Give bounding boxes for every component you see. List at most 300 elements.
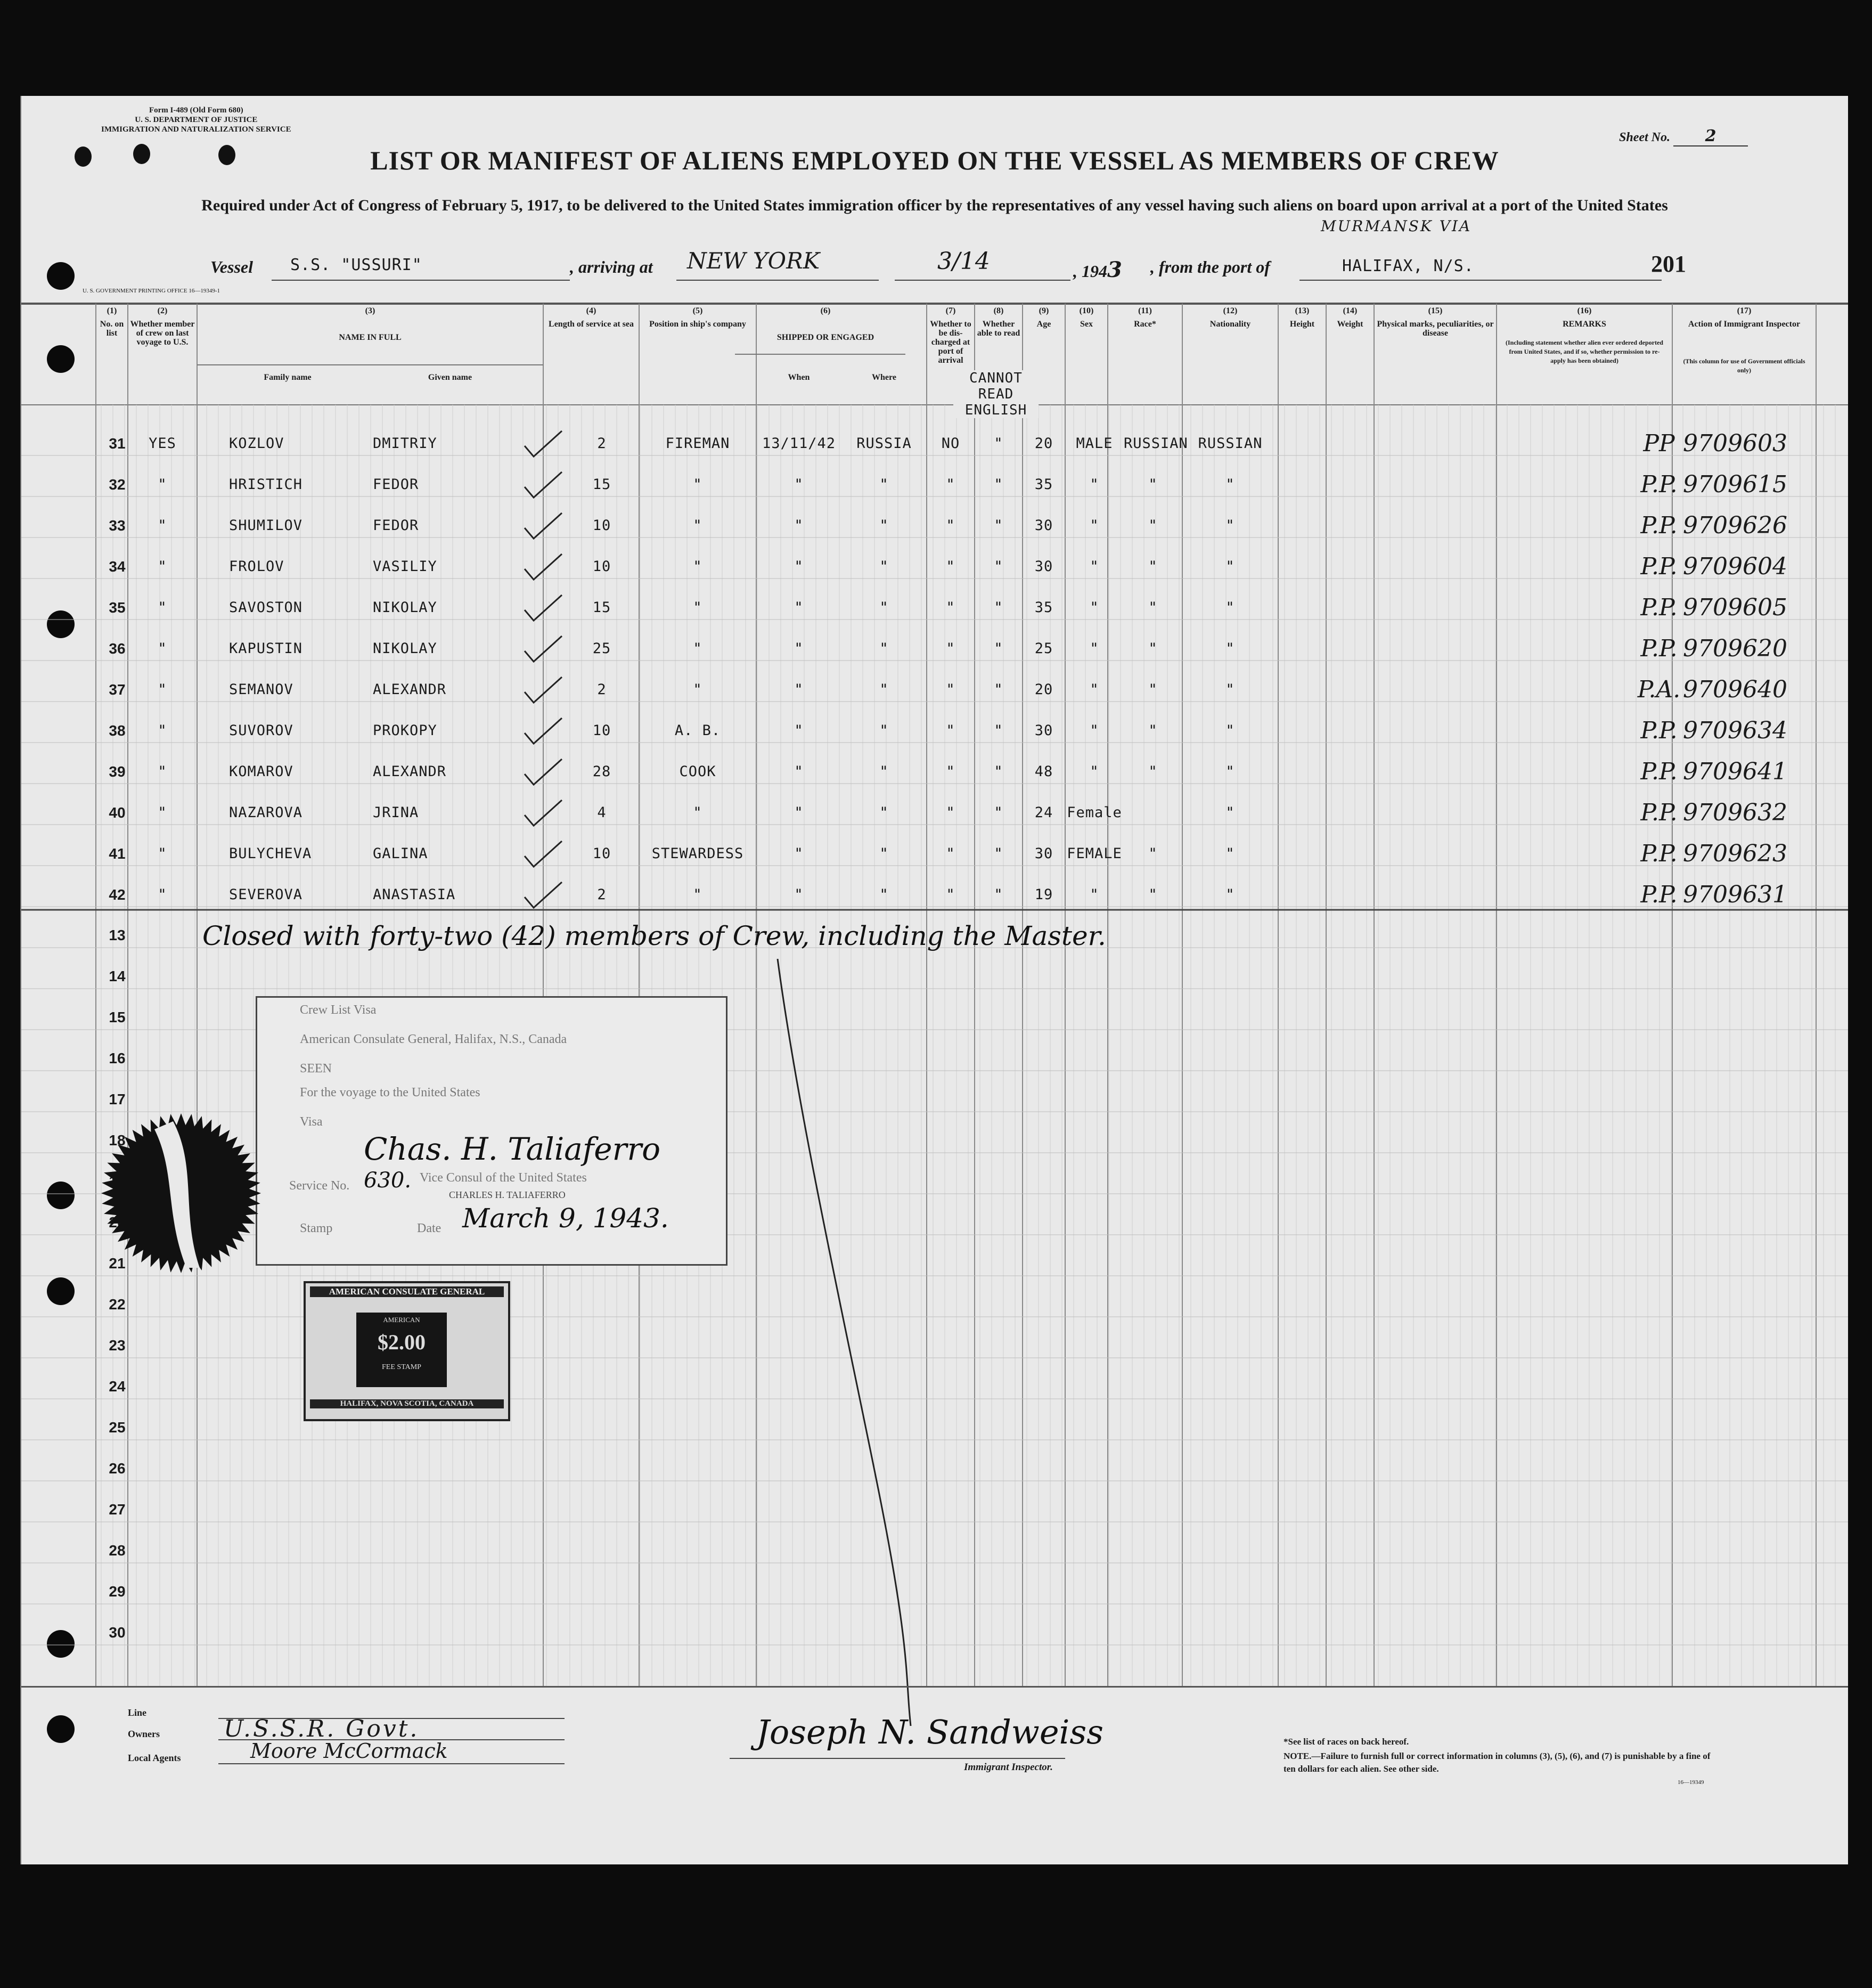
cell-where: " — [879, 681, 889, 698]
cell-action: 9709641 — [1683, 758, 1787, 785]
cell-position: " — [693, 640, 702, 657]
embossed-seal-icon — [96, 1108, 266, 1278]
stamp-line-4: For the voyage to the United States — [300, 1086, 480, 1099]
vessel-label: Vessel — [210, 257, 253, 276]
cell-family: SUVOROV — [229, 722, 293, 739]
cell-no: 32 — [109, 476, 126, 493]
empty-row-number: 23 — [109, 1337, 126, 1354]
cell-discharged: " — [946, 476, 955, 493]
cell-no: 33 — [109, 517, 126, 534]
cell-sex: " — [1090, 722, 1099, 739]
cell-discharged: " — [946, 681, 955, 698]
cell-no: 34 — [109, 558, 126, 575]
cell-read: " — [994, 886, 1003, 903]
cell-given: NIKOLAY — [373, 640, 437, 657]
cell-family: BULYCHEVA — [229, 845, 312, 862]
cell-nationality: " — [1225, 722, 1235, 739]
cell-given: VASILIY — [373, 558, 437, 575]
from-port-label: , from the port of — [1150, 257, 1270, 276]
cell-when: " — [794, 845, 804, 862]
stamp-line-1: Crew List Visa — [300, 1003, 377, 1017]
cell-age: 35 — [1034, 476, 1053, 493]
cell-last: " — [158, 640, 167, 657]
cell-race: " — [1148, 763, 1158, 780]
column-number: (6) — [820, 306, 831, 315]
cell-race: " — [1148, 722, 1158, 739]
cell-read: " — [994, 681, 1003, 698]
column-number: (5) — [692, 306, 703, 315]
cell-given: ALEXANDR — [373, 681, 447, 698]
cell-read: " — [994, 763, 1003, 780]
column-number: (11) — [1138, 306, 1152, 315]
cell-discharged: " — [946, 886, 955, 903]
page-subtitle: Required under Act of Congress of February 5, 1917, to be delivered to the United States immigration officer by the representatives of any vessel having such aliens on board upon arrival at a port of the United States — [201, 197, 1668, 214]
cell-nationality: " — [1225, 681, 1235, 698]
cell-family: NAZAROVA — [229, 804, 303, 821]
fee-stamp-footer: HALIFAX, NOVA SCOTIA, CANADA — [310, 1399, 504, 1408]
cell-action: 9709620 — [1683, 635, 1787, 662]
column-number: (10) — [1079, 306, 1094, 315]
cell-read: " — [994, 722, 1003, 739]
cannot-read-note: CANNOT READ ENGLISH — [953, 370, 1039, 418]
cell-when: " — [794, 722, 804, 739]
owners-value: U.S.S.R. Govt. — [224, 1715, 420, 1742]
column-header-c10: Sex — [1080, 320, 1093, 329]
arriving-label: , arriving at — [570, 257, 653, 276]
line-label: Line — [128, 1707, 147, 1718]
fee-stamp — [304, 1281, 510, 1421]
cell-discharged: " — [946, 640, 955, 657]
cell-family: KOMAROV — [229, 763, 293, 780]
cell-last: " — [158, 681, 167, 698]
cell-service: 2 — [597, 681, 607, 698]
stamp-line-3: SEEN — [300, 1062, 332, 1076]
note-label: NOTE. — [1284, 1751, 1312, 1761]
cell-discharged: " — [946, 517, 955, 534]
cell-last: " — [158, 558, 167, 575]
cell-pp: P.P. — [1640, 840, 1678, 867]
cell-sex: " — [1090, 558, 1099, 575]
cell-nationality: " — [1225, 640, 1235, 657]
column-number: (7) — [945, 306, 956, 315]
cell-action: 9709623 — [1683, 840, 1787, 867]
cell-sex: " — [1090, 681, 1099, 698]
manifest-sheet — [20, 96, 1848, 1864]
cell-service: 10 — [592, 722, 611, 739]
cell-nationality: " — [1225, 517, 1235, 534]
column-header-c11: Race* — [1134, 320, 1156, 329]
note-text: —Failure to furnish full or correct information in columns (3), (5), (6), and (7) is punishable by a fine of ten dollars for each alien. See other side. — [1284, 1751, 1711, 1774]
cell-position: " — [693, 599, 702, 616]
cell-discharged: " — [946, 845, 955, 862]
cell-where: " — [879, 517, 889, 534]
cell-where: " — [879, 804, 889, 821]
cell-age: 24 — [1034, 804, 1053, 821]
empty-row-number: 24 — [109, 1378, 126, 1395]
cell-no: 37 — [109, 681, 126, 698]
cell-age: 30 — [1034, 517, 1053, 534]
department-name: U. S. DEPARTMENT OF JUSTICE — [135, 116, 258, 124]
column-subheader-c17_note: (This column for use of Government officials only) — [1683, 357, 1805, 374]
column-subheader-c3a: Family name — [264, 373, 312, 382]
cell-when: 13/11/42 — [762, 435, 836, 452]
cell-race: " — [1148, 476, 1158, 493]
column-header-c14: Weight — [1337, 320, 1363, 329]
cell-where: " — [879, 640, 889, 657]
cell-read: " — [994, 558, 1003, 575]
cell-race: " — [1148, 640, 1158, 657]
cell-last: " — [158, 517, 167, 534]
fee-stamp-inner — [356, 1313, 447, 1387]
column-header-c13: Height — [1289, 320, 1315, 329]
cell-when: " — [794, 886, 804, 903]
column-header-c15: Physical marks, peculiarities, or disease — [1377, 320, 1494, 338]
cell-pp: P.P. — [1640, 758, 1678, 785]
cell-action: 9709632 — [1683, 799, 1787, 826]
races-note: *See list of races on back hereof. — [1284, 1737, 1409, 1747]
cell-pp: P.P. — [1640, 512, 1678, 539]
cell-age: 35 — [1034, 599, 1053, 616]
inspector-signature: Joseph N. Sandweiss — [756, 1713, 1103, 1751]
consul-signature: Chas. H. Taliaferro — [364, 1131, 661, 1167]
cell-action: 9709634 — [1683, 717, 1787, 744]
cell-no: 31 — [109, 435, 126, 452]
cell-pp: P.P. — [1640, 799, 1678, 826]
cell-pp: P.A. — [1637, 676, 1681, 703]
column-header-c6: SHIPPED OR ENGAGED — [776, 333, 874, 342]
inspector-underline — [730, 1758, 1065, 1759]
cell-where: " — [879, 722, 889, 739]
cell-age: 30 — [1034, 722, 1053, 739]
cell-service: 25 — [592, 640, 611, 657]
empty-row-number: 18 — [109, 1132, 126, 1148]
column-number: (8) — [993, 306, 1004, 315]
arrival-port: NEW YORK — [687, 248, 820, 274]
cell-race: " — [1148, 517, 1158, 534]
empty-row-number: 21 — [109, 1255, 126, 1272]
cell-read: " — [994, 804, 1003, 821]
cell-discharged: " — [946, 722, 955, 739]
column-subheader-c6b: Where — [872, 373, 896, 382]
cell-race: " — [1148, 599, 1158, 616]
column-number: (2) — [157, 306, 168, 315]
empty-row-number: 26 — [109, 1460, 126, 1477]
visa-label: Visa — [300, 1115, 323, 1129]
check-mark-icon — [522, 512, 565, 544]
cell-discharged: " — [946, 558, 955, 575]
cell-discharged: " — [946, 804, 955, 821]
cell-race: " — [1148, 681, 1158, 698]
agents-underline — [218, 1763, 565, 1764]
cell-no: 36 — [109, 640, 126, 657]
cell-read: " — [994, 517, 1003, 534]
cell-given: ALEXANDR — [373, 763, 447, 780]
column-header-c3: NAME IN FULL — [339, 333, 402, 342]
form-code: 16—19349 — [1678, 1779, 1704, 1786]
check-mark-icon — [522, 676, 565, 708]
empty-row-number: 17 — [109, 1091, 126, 1107]
cell-when: " — [794, 804, 804, 821]
closing-line — [767, 959, 927, 1731]
cell-position: STEWARDESS — [651, 845, 744, 862]
cell-nationality: " — [1225, 476, 1235, 493]
cell-given: ANASTASIA — [373, 886, 456, 903]
column-header-c8: Whether able to read — [977, 320, 1020, 338]
cell-when: " — [794, 558, 804, 575]
cell-last: YES — [149, 435, 176, 452]
cell-where: " — [879, 845, 889, 862]
cell-race: RUSSIAN — [1124, 435, 1188, 452]
cell-last: " — [158, 804, 167, 821]
column-header-c5: Position in ship's company — [649, 320, 746, 329]
via-note: MURMANSK VIA — [1321, 217, 1472, 235]
cell-sex: FEMALE — [1067, 845, 1122, 862]
cell-service: 10 — [592, 845, 611, 862]
cell-service: 15 — [592, 476, 611, 493]
cell-age: 20 — [1034, 681, 1053, 698]
cell-discharged: " — [946, 599, 955, 616]
cell-no: 42 — [109, 886, 126, 903]
agents-value: Moore McCormack — [250, 1739, 448, 1763]
cell-where: " — [879, 558, 889, 575]
cell-when: " — [794, 476, 804, 493]
sheet-label: Sheet No. — [1619, 131, 1670, 144]
cell-nationality: RUSSIAN — [1198, 435, 1263, 452]
cell-family: SAVOSTON — [229, 599, 303, 616]
year-suffix: 3 — [1107, 257, 1122, 282]
cell-given: FEDOR — [373, 476, 419, 493]
cell-given: NIKOLAY — [373, 599, 437, 616]
cell-when: " — [794, 763, 804, 780]
cell-where: " — [879, 886, 889, 903]
owners-label: Owners — [128, 1729, 160, 1739]
cell-nationality: " — [1225, 763, 1235, 780]
empty-row-number: 25 — [109, 1419, 126, 1436]
cell-age: 20 — [1034, 435, 1053, 452]
cell-no: 35 — [109, 599, 126, 616]
fine-note — [1284, 1750, 1720, 1775]
form-number: Form I-489 (Old Form 680) — [149, 106, 243, 115]
cell-family: SHUMILOV — [229, 517, 303, 534]
cell-sex: " — [1090, 763, 1099, 780]
cell-no: 41 — [109, 845, 126, 862]
vice-consul-title: Vice Consul of the United States — [420, 1171, 587, 1185]
cell-discharged: NO — [941, 435, 960, 452]
footer-divider — [21, 1686, 1848, 1688]
cell-discharged: " — [946, 763, 955, 780]
page-title: LIST OR MANIFEST OF ALIENS EMPLOYED ON THE VESSEL AS MEMBERS OF CREW — [370, 145, 1499, 175]
check-mark-icon — [522, 594, 565, 626]
cell-position: FIREMAN — [665, 435, 730, 452]
column-number: (14) — [1343, 306, 1358, 315]
column-number: (1) — [107, 306, 117, 315]
column-subheader-c16_note: (Including statement whether alien ever ordered deported from United States, and if so, whether permission to re-apply has been obtained) — [1506, 339, 1663, 364]
column-number: (17) — [1737, 306, 1752, 315]
column-number: (12) — [1223, 306, 1238, 315]
empty-row-number: 13 — [109, 927, 126, 943]
service-label: Service No. — [289, 1179, 350, 1193]
check-mark-icon — [522, 799, 565, 831]
cell-pp: P.P. — [1640, 594, 1678, 621]
arrival-year: , 1943 — [1073, 257, 1122, 282]
cell-action: 9709605 — [1683, 594, 1787, 621]
cell-where: RUSSIA — [856, 435, 912, 452]
cell-position: " — [693, 681, 702, 698]
column-subheader-c6a: When — [788, 373, 810, 382]
empty-row-number: 29 — [109, 1583, 126, 1600]
sheet-value: 2 — [1673, 127, 1748, 146]
vessel-name: S.S. "USSURI" — [290, 256, 422, 274]
column-header-c16: REMARKS — [1563, 320, 1606, 329]
empty-row-number: 22 — [109, 1296, 126, 1313]
check-mark-icon — [522, 430, 565, 462]
check-mark-icon — [522, 471, 565, 503]
cell-when: " — [794, 599, 804, 616]
cell-sex: " — [1090, 640, 1099, 657]
empty-row-number: 15 — [109, 1009, 126, 1025]
cell-family: HRISTICH — [229, 476, 303, 493]
cell-position: " — [693, 517, 702, 534]
column-number: (13) — [1295, 306, 1310, 315]
column-header-c17: Action of Immigrant Inspector — [1688, 320, 1801, 329]
column-header-c2: Whether member of crew on last voyage to U.S. — [130, 320, 195, 347]
cell-service: 2 — [597, 435, 607, 452]
column-number: (15) — [1428, 306, 1443, 315]
empty-row-number: 28 — [109, 1542, 126, 1559]
closing-note: Closed with forty-two (42) members of Crew, including the Master. — [202, 920, 1106, 951]
check-mark-icon — [522, 840, 565, 872]
cell-read: " — [994, 476, 1003, 493]
column-number: (16) — [1577, 306, 1592, 315]
cell-race: " — [1148, 886, 1158, 903]
cell-sex: Female — [1067, 804, 1122, 821]
empty-row-number: 30 — [109, 1624, 126, 1641]
agents-label: Local Agents — [128, 1753, 181, 1763]
cell-sex: " — [1090, 886, 1099, 903]
cell-nationality: " — [1225, 886, 1235, 903]
cell-pp: PP — [1643, 430, 1675, 457]
cell-service: 2 — [597, 886, 607, 903]
cell-last: " — [158, 599, 167, 616]
column-header-c7: Whether to be dis-charged at port of arrival — [930, 320, 971, 365]
cell-last: " — [158, 845, 167, 862]
consular-visa-stamp — [256, 996, 727, 1266]
cell-read: " — [994, 599, 1003, 616]
column-header-c1: No. on list — [100, 320, 124, 338]
cell-position: COOK — [679, 763, 716, 780]
cell-service: 15 — [592, 599, 611, 616]
cell-no: 39 — [109, 763, 126, 780]
cell-age: 30 — [1034, 845, 1053, 862]
empty-row-number: 16 — [109, 1050, 126, 1066]
cell-age: 19 — [1034, 886, 1053, 903]
cell-read: " — [994, 435, 1003, 452]
inspector-label: Immigrant Inspector. — [964, 1762, 1053, 1773]
cell-sex: " — [1090, 476, 1099, 493]
check-mark-icon — [522, 717, 565, 749]
cell-read: " — [994, 845, 1003, 862]
cell-service: 28 — [592, 763, 611, 780]
cell-age: 30 — [1034, 558, 1053, 575]
fee-amount: $2.00 — [378, 1330, 426, 1354]
page-number: 201 — [1651, 251, 1686, 277]
cell-position: " — [693, 476, 702, 493]
cell-family: SEMANOV — [229, 681, 293, 698]
cell-nationality: " — [1225, 558, 1235, 575]
cell-no: 38 — [109, 722, 126, 739]
cell-age: 48 — [1034, 763, 1053, 780]
column-header-c12: Nationality — [1209, 320, 1251, 329]
cell-family: SEVEROVA — [229, 886, 303, 903]
cell-given: DMITRIY — [373, 435, 437, 452]
cell-where: " — [879, 476, 889, 493]
cell-sex: MALE — [1076, 435, 1113, 452]
check-mark-icon — [522, 881, 565, 913]
column-number: (9) — [1039, 306, 1049, 315]
cell-pp: P.P. — [1640, 553, 1678, 580]
cell-where: " — [879, 763, 889, 780]
cell-family: FROLOV — [229, 558, 284, 575]
check-mark-icon — [522, 635, 565, 667]
cell-sex: " — [1090, 517, 1099, 534]
cell-action: 9709604 — [1683, 553, 1787, 580]
cell-position: " — [693, 804, 702, 821]
check-mark-icon — [522, 758, 565, 790]
cell-action: 9709631 — [1683, 881, 1787, 908]
cell-action: 9709640 — [1683, 676, 1787, 703]
cell-family: KOZLOV — [229, 435, 284, 452]
cell-no: 40 — [109, 804, 126, 821]
date-label: Date — [417, 1221, 442, 1235]
fee-stamp-top: AMERICAN — [383, 1316, 420, 1324]
cell-position: " — [693, 886, 702, 903]
cell-nationality: " — [1225, 599, 1235, 616]
cell-last: " — [158, 476, 167, 493]
column-header-c4: Length of service at sea — [549, 320, 634, 329]
column-subheader-c3b: Given name — [428, 373, 472, 382]
cell-where: " — [879, 599, 889, 616]
service-name: IMMIGRATION AND NATURALIZATION SERVICE — [101, 125, 291, 134]
cell-nationality: " — [1225, 845, 1235, 862]
cell-when: " — [794, 681, 804, 698]
cell-position: " — [693, 558, 702, 575]
cell-service: 10 — [592, 517, 611, 534]
cell-given: GALINA — [373, 845, 428, 862]
printing-office: U. S. GOVERNMENT PRINTING OFFICE 16—19349-1 — [83, 288, 220, 294]
cell-service: 10 — [592, 558, 611, 575]
column-number: (3) — [365, 306, 375, 315]
cell-pp: P.P. — [1640, 881, 1678, 908]
cell-nationality: " — [1225, 804, 1235, 821]
cell-pp: P.P. — [1640, 471, 1678, 498]
year-prefix: 194 — [1082, 262, 1107, 281]
departure-port: HALIFAX, N/S. — [1342, 257, 1474, 275]
column-header-c9: Age — [1036, 320, 1051, 329]
cell-last: " — [158, 763, 167, 780]
visa-date: March 9, 1943. — [462, 1203, 669, 1234]
cell-race: " — [1148, 558, 1158, 575]
cell-action: 9709626 — [1683, 512, 1787, 539]
cell-given: PROKOPY — [373, 722, 437, 739]
cell-when: " — [794, 517, 804, 534]
cell-read: " — [994, 640, 1003, 657]
cell-family: KAPUSTIN — [229, 640, 303, 657]
cell-age: 25 — [1034, 640, 1053, 657]
cell-last: " — [158, 722, 167, 739]
cell-action: 9709603 — [1683, 430, 1787, 457]
service-number: 630. — [364, 1168, 412, 1193]
cell-pp: P.P. — [1640, 717, 1678, 744]
